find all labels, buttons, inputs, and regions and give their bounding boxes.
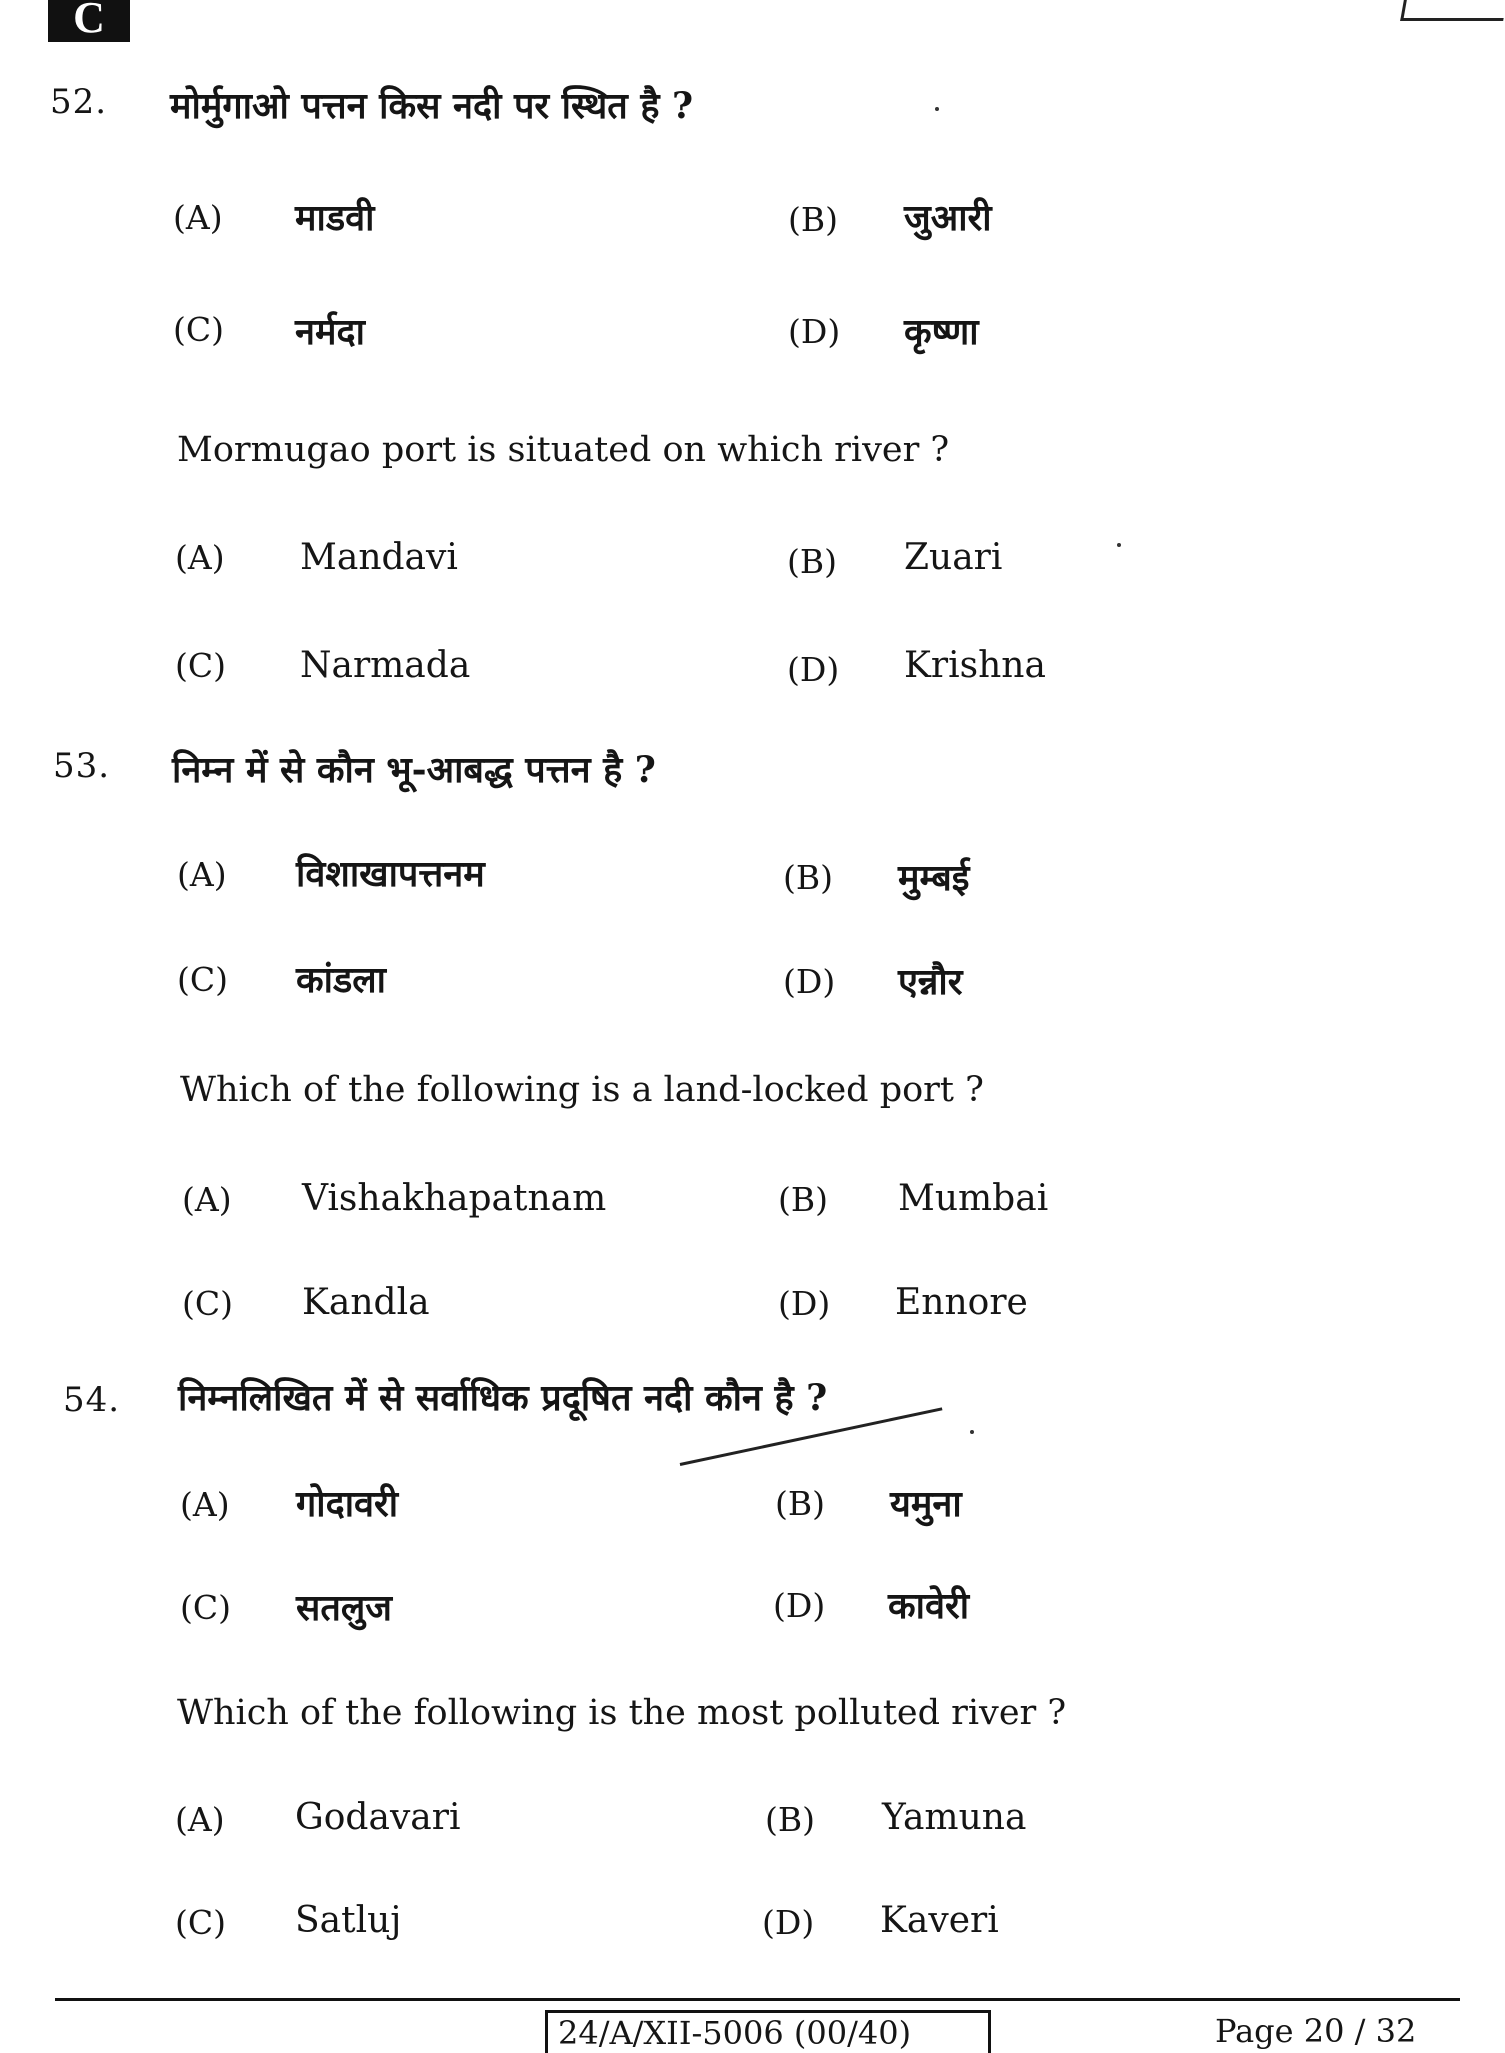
option-c-label: (C) — [173, 310, 224, 349]
option-a-label: (A) — [177, 855, 227, 894]
option-a-label: (A) — [173, 198, 223, 237]
scan-speck — [1117, 543, 1121, 547]
option-c-english: Satluj — [295, 1900, 402, 1941]
option-d-english: Kaveri — [880, 1900, 999, 1941]
option-d-hindi: एन्नौर — [898, 961, 963, 1003]
page-number: Page 20 / 32 — [1215, 2012, 1417, 2050]
option-a-label: (A) — [182, 1180, 232, 1219]
option-b-label: (B) — [775, 1484, 825, 1523]
option-a-label: (A) — [175, 1800, 225, 1839]
footer-rule — [55, 1998, 1460, 2001]
option-c-hindi: कांडला — [296, 959, 386, 1001]
option-c-label: (C) — [175, 646, 226, 685]
option-a-english: Godavari — [295, 1797, 461, 1838]
question-text-english: Which of the following is the most polluted river ? — [177, 1693, 1067, 1733]
question-text-english: Mormugao port is situated on which river ? — [177, 430, 950, 470]
option-a-label: (A) — [175, 538, 225, 577]
option-b-english: Mumbai — [898, 1178, 1049, 1219]
option-b-english: Zuari — [904, 537, 1003, 578]
question-text-english: Which of the following is a land-locked port ? — [180, 1070, 984, 1110]
corner-mark — [1400, 0, 1505, 21]
option-b-english: Yamuna — [882, 1797, 1027, 1838]
option-c-label: (C) — [177, 960, 228, 999]
option-d-label: (D) — [783, 962, 836, 1001]
option-a-hindi: विशाखापत्तनम — [296, 853, 485, 895]
option-b-label: (B) — [778, 1180, 828, 1219]
option-c-english: Narmada — [300, 645, 471, 686]
option-b-label: (B) — [788, 200, 838, 239]
option-c-hindi: सतलुज — [296, 1587, 392, 1629]
option-d-hindi: कावेरी — [888, 1585, 970, 1627]
option-d-label: (D) — [773, 1586, 826, 1625]
option-a-hindi: माडवी — [295, 197, 375, 239]
question-number: 54. — [63, 1380, 121, 1420]
option-b-label: (B) — [765, 1800, 815, 1839]
option-b-label: (B) — [787, 542, 837, 581]
option-d-english: Ennore — [895, 1282, 1028, 1323]
option-b-hindi: मुम्बई — [898, 857, 970, 899]
question-text-hindi: निम्न में से कौन भू-आबद्ध पत्तन है ? — [172, 749, 656, 791]
question-text-hindi: निम्नलिखित में से सर्वाधिक प्रदूषित नदी कौन है ? — [178, 1377, 828, 1419]
question-text-hindi: मोर्मुगाओ पत्तन किस नदी पर स्थित है ? — [170, 85, 694, 127]
option-b-hindi: यमुना — [890, 1483, 962, 1525]
option-c-hindi: नर्मदा — [295, 311, 365, 353]
option-c-english: Kandla — [302, 1282, 430, 1323]
option-d-english: Krishna — [904, 645, 1046, 686]
option-a-english: Vishakhapatnam — [302, 1178, 607, 1219]
option-c-label: (C) — [180, 1588, 231, 1627]
scan-speck — [935, 107, 939, 111]
set-badge: C — [48, 0, 130, 42]
option-a-hindi: गोदावरी — [296, 1483, 399, 1525]
option-d-label: (D) — [762, 1903, 815, 1942]
question-number: 53. — [53, 746, 111, 786]
option-d-label: (D) — [788, 312, 841, 351]
option-b-hindi: जुआरी — [904, 197, 992, 239]
scan-speck — [970, 1430, 974, 1434]
option-a-label: (A) — [180, 1485, 230, 1524]
paper-code: 24/A/XII-5006 (00/40) — [545, 2010, 991, 2053]
option-d-label: (D) — [787, 650, 840, 689]
question-number: 52. — [50, 82, 108, 122]
option-a-english: Mandavi — [300, 537, 458, 578]
option-b-label: (B) — [783, 858, 833, 897]
option-c-label: (C) — [182, 1284, 233, 1323]
option-d-hindi: कृष्णा — [904, 311, 979, 353]
option-d-label: (D) — [778, 1284, 831, 1323]
option-c-label: (C) — [175, 1903, 226, 1942]
